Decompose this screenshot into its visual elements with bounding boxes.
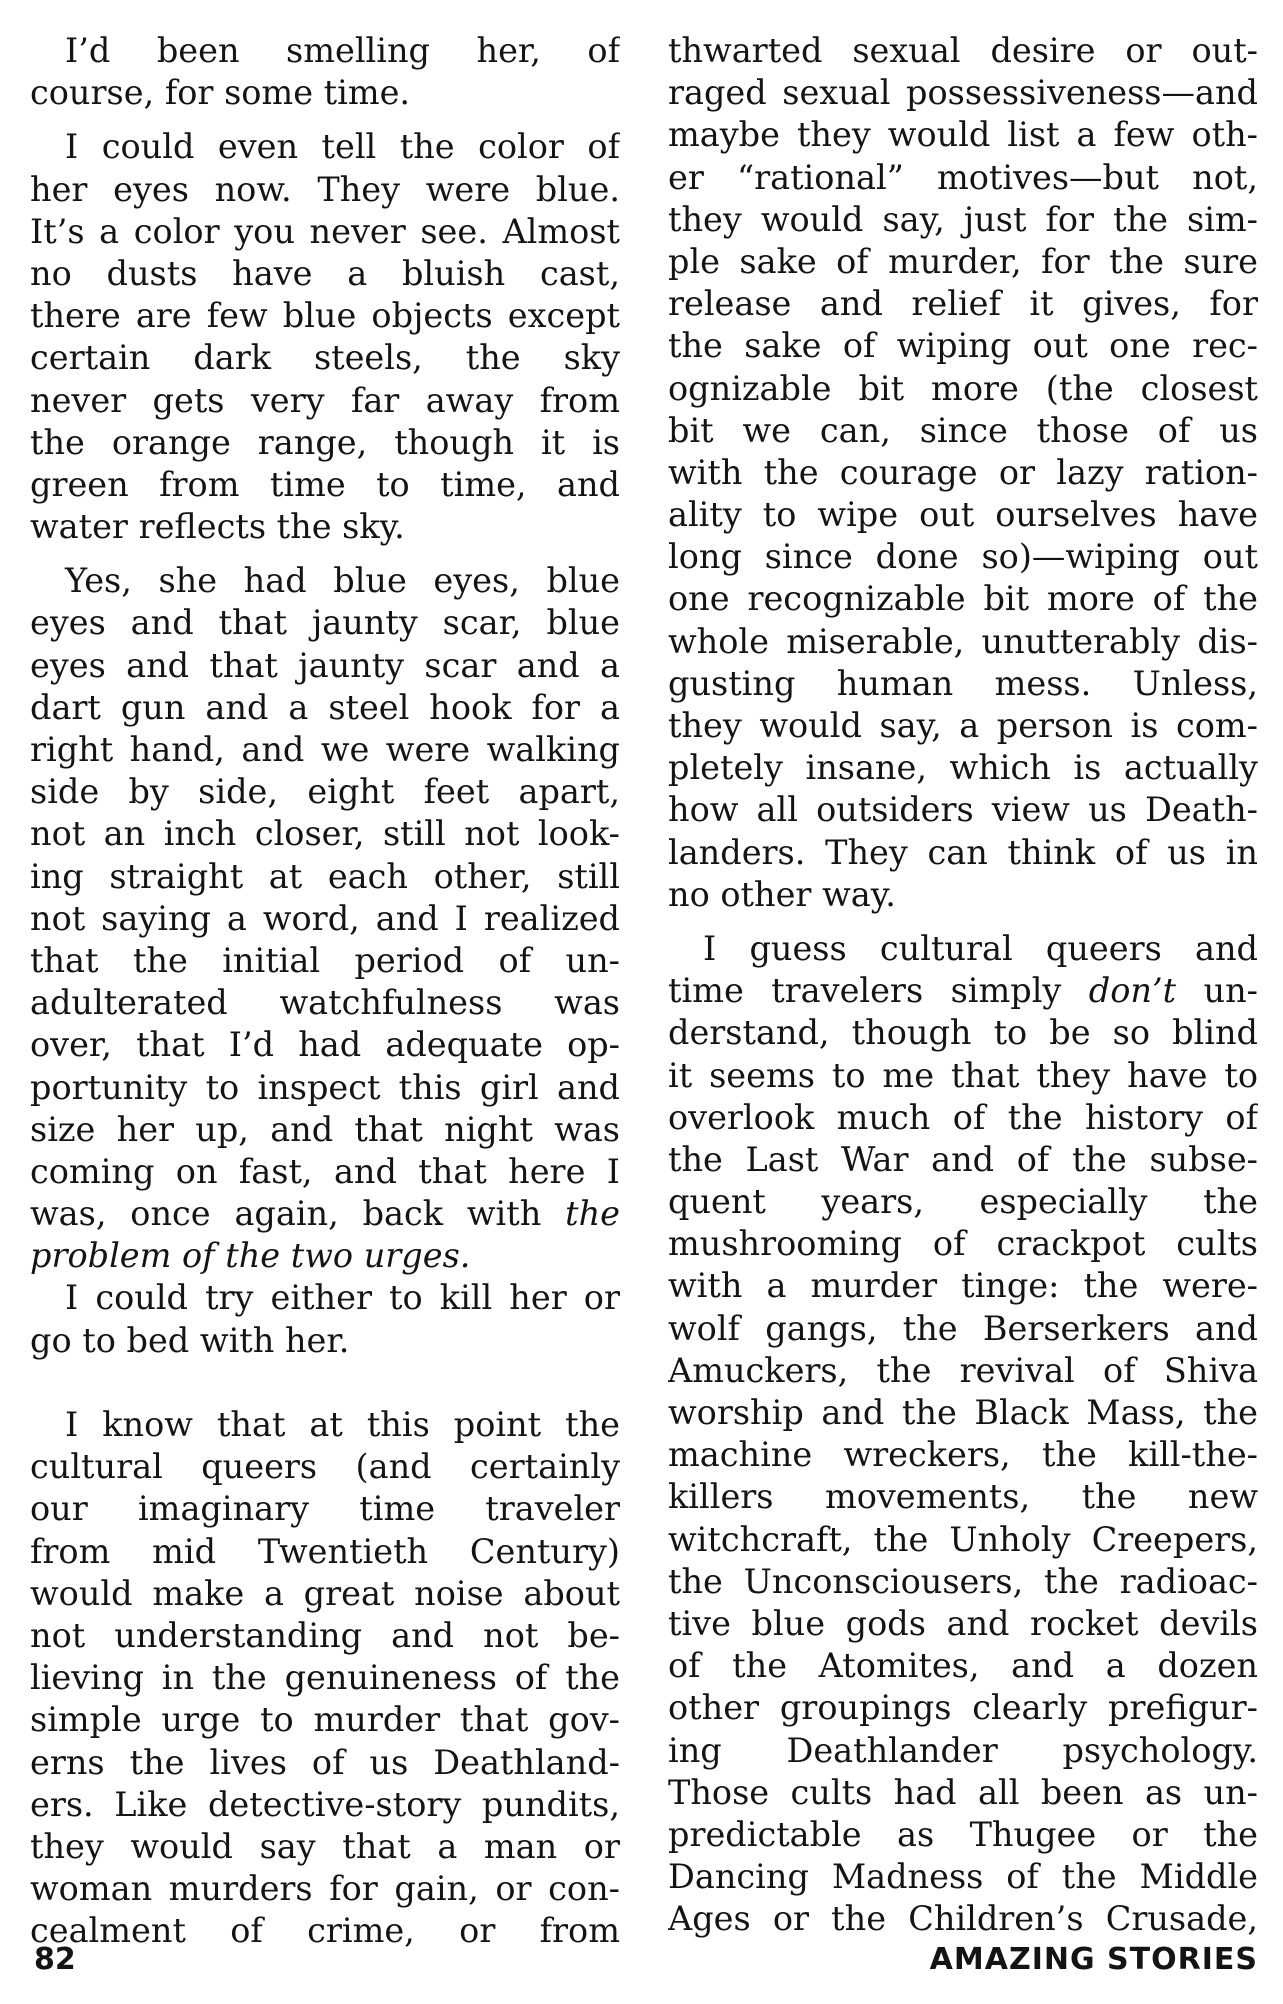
text-line <box>30 560 620 602</box>
line-text: Amuckers, the revival of Shiva <box>668 1350 1258 1390</box>
line-text: whole miserable, unutterably dis- <box>668 621 1258 661</box>
text-line <box>668 1519 1258 1561</box>
line-text: water reflects the sky. <box>30 507 405 547</box>
text-line <box>668 1265 1258 1307</box>
line-text: no other way. <box>668 874 896 914</box>
text-line <box>668 1392 1258 1434</box>
page-footer <box>30 1942 1258 1986</box>
text-line <box>668 1687 1258 1729</box>
line-text: that the initial period of un- <box>30 940 620 980</box>
line-text: they would say that a man or <box>30 1826 620 1866</box>
italic-text: don’t <box>1088 971 1177 1011</box>
text-line <box>30 813 620 855</box>
line-text: ognizable bit more (the closest <box>668 368 1258 408</box>
line-text: Ages or the Children’s Crusade, <box>668 1899 1258 1939</box>
line-text: woman murders for gain, or con- <box>30 1869 620 1909</box>
line-text: coming on fast, and that here I <box>30 1151 620 1191</box>
text-line <box>668 114 1258 156</box>
text-line <box>30 72 620 114</box>
line-text: never gets very far away from <box>30 380 620 420</box>
text-line <box>30 645 620 687</box>
text-line <box>668 1561 1258 1603</box>
line-text: of the Atomites, and a dozen <box>668 1646 1258 1686</box>
text-line <box>668 1012 1258 1054</box>
line-text: from mid Twentieth Century) <box>30 1531 620 1571</box>
line-text: not understanding and not be- <box>30 1615 620 1655</box>
text-line <box>30 1826 620 1868</box>
text-line <box>668 1730 1258 1772</box>
text-line <box>30 337 620 379</box>
line-text: her eyes now. They were blue. <box>30 169 620 209</box>
text-line <box>30 1024 620 1066</box>
line-text: worship and the Black Mass, the <box>668 1393 1258 1432</box>
paragraph-gap <box>30 548 620 560</box>
line-text: bit we can, since those of us <box>668 410 1258 450</box>
line-text: over, that I’d had adequate op- <box>30 1025 620 1065</box>
text-line <box>30 687 620 729</box>
page-number: 82 <box>34 1942 76 1977</box>
line-text: ing straight at each other, still <box>30 856 620 896</box>
text-line <box>668 970 1258 1012</box>
text-line <box>668 1856 1258 1898</box>
line-text: green from time to time, and <box>30 464 620 504</box>
text-line <box>668 928 1258 970</box>
text-line <box>668 747 1258 789</box>
text-line <box>30 1109 620 1151</box>
text-line <box>30 30 620 72</box>
line-text: predictable as Thugee or the <box>668 1814 1258 1854</box>
line-text: how all outsiders view us Death- <box>668 790 1258 830</box>
text-line <box>30 1151 620 1193</box>
text-line <box>30 422 620 464</box>
text-line <box>30 1446 620 1488</box>
paragraph-gap <box>30 114 620 126</box>
line-text: cultural queers (and certainly <box>30 1447 620 1487</box>
line-text: derstand, though to be so blind <box>668 1013 1258 1053</box>
line-text: It’s a color you never see. Almost <box>30 211 620 251</box>
text-line <box>30 1699 620 1741</box>
text-line <box>30 1573 620 1615</box>
text-line <box>30 380 620 422</box>
text-line <box>668 1645 1258 1687</box>
line-text: eyes and that jaunty scar, blue <box>30 603 620 643</box>
text-line <box>668 832 1258 874</box>
right-text-column <box>668 30 1258 1940</box>
text-line <box>668 1181 1258 1223</box>
line-text: cealment of crime, or from <box>30 1911 620 1951</box>
line-text: ality to wipe out ourselves have <box>668 495 1258 535</box>
line-text: wolf gangs, the Berserkers and <box>668 1308 1258 1348</box>
text-line <box>668 1308 1258 1350</box>
text-line <box>668 368 1258 410</box>
line-text: tive blue gods and rocket devils <box>668 1603 1258 1643</box>
text-line <box>30 898 620 940</box>
line-text: machine wreckers, the kill-the- <box>668 1435 1258 1475</box>
text-line <box>668 1814 1258 1856</box>
text-line <box>30 1868 620 1910</box>
line-text: maybe they would list a few oth- <box>668 115 1258 155</box>
line-text: the Unconsciousers, the radioac- <box>668 1561 1258 1601</box>
line-text: with a murder tinge: the were- <box>668 1266 1258 1306</box>
line-text: it seems to me that they have to <box>668 1055 1258 1095</box>
text-line <box>668 1603 1258 1645</box>
text-line <box>668 410 1258 452</box>
text-line <box>30 506 620 548</box>
text-line <box>30 169 620 211</box>
text-line <box>668 241 1258 283</box>
line-text: I could even tell the color of <box>65 127 620 167</box>
line-text: landers. They can think of us in <box>668 832 1258 872</box>
line-text: Dancing Madness of the Middle <box>668 1857 1258 1897</box>
text-line <box>30 464 620 506</box>
line-text: quent years, especially the <box>668 1182 1258 1222</box>
line-text: our imaginary time traveler <box>30 1489 620 1529</box>
text-line <box>30 1615 620 1657</box>
text-line <box>30 729 620 771</box>
text-line <box>668 1055 1258 1097</box>
text-line <box>668 283 1258 325</box>
line-text-tail: un- <box>1203 971 1258 1011</box>
line-text: the sake of wiping out one rec- <box>668 326 1258 366</box>
line-text: ple sake of murder, for the sure <box>668 241 1258 281</box>
text-line <box>668 789 1258 831</box>
line-text: I guess cultural queers and <box>703 928 1258 968</box>
line-text: course, for some time. <box>30 73 411 113</box>
line-text: gusting human mess. Unless, <box>668 663 1258 703</box>
line-text: the orange range, though it is <box>30 422 620 462</box>
text-line <box>668 536 1258 578</box>
line-text: mushrooming of crackpot cults <box>668 1224 1258 1264</box>
text-line <box>668 1097 1258 1139</box>
text-line <box>30 771 620 813</box>
text-line <box>668 1139 1258 1181</box>
text-line <box>30 1404 620 1446</box>
line-text: eyes and that jaunty scar and a <box>30 645 620 685</box>
left-text-column <box>30 30 620 1952</box>
line-text: side by side, eight feet apart, <box>30 772 620 812</box>
line-text: with the courage or lazy ration- <box>668 452 1258 492</box>
text-line <box>30 253 620 295</box>
line-text: other groupings clearly prefigur- <box>668 1688 1258 1728</box>
text-line <box>668 72 1258 114</box>
text-line <box>668 325 1258 367</box>
text-line <box>30 1531 620 1573</box>
line-text: there are few blue objects except <box>30 296 620 336</box>
line-text: no dusts have a bluish cast, <box>30 253 620 293</box>
line-text: size her up, and that night was <box>30 1109 620 1149</box>
line-text: ers. Like detective-story pundits, <box>30 1784 620 1824</box>
text-line <box>668 874 1258 916</box>
text-line <box>30 856 620 898</box>
line-text: would make a great noise about <box>30 1573 620 1613</box>
line-text: Yes, she had blue eyes, blue <box>65 561 620 601</box>
text-line <box>30 1320 620 1362</box>
line-text: thwarted sexual desire or out- <box>668 31 1258 70</box>
text-line <box>668 1350 1258 1392</box>
text-line <box>668 705 1258 747</box>
line-text: overlook much of the history of <box>668 1097 1258 1137</box>
line-text: Those cults had all been as un- <box>668 1772 1258 1812</box>
line-text: I’d been smelling her, of <box>65 31 620 70</box>
text-line <box>668 621 1258 663</box>
paragraph-gap <box>668 916 1258 928</box>
line-text: not an inch closer, still not look- <box>30 814 620 854</box>
text-line <box>668 199 1258 241</box>
line-text: adulterated watchfulness was <box>30 983 620 1023</box>
text-line <box>30 1193 620 1235</box>
text-line <box>668 1772 1258 1814</box>
italic-text: problem of the two urges. <box>30 1236 471 1276</box>
line-text: simple urge to murder that gov- <box>30 1700 620 1740</box>
text-line <box>668 1434 1258 1476</box>
text-line <box>30 295 620 337</box>
line-text: I know that at this point the <box>65 1405 620 1444</box>
line-text: long since done so)—wiping out <box>668 537 1258 577</box>
text-line <box>668 1223 1258 1265</box>
line-text: one recognizable bit more of the <box>668 579 1258 619</box>
line-text: certain dark steels, the sky <box>30 338 620 378</box>
line-text: portunity to inspect this girl and <box>30 1067 620 1107</box>
line-text: witchcraft, the Unholy Creepers, <box>668 1519 1258 1559</box>
line-text: er “rational” motives—but not, <box>668 157 1258 197</box>
line-text: dart gun and a steel hook for a <box>30 687 620 727</box>
text-line <box>668 494 1258 536</box>
text-line <box>30 1277 620 1319</box>
text-line <box>30 1742 620 1784</box>
line-text: they would say, a person is com- <box>668 706 1258 745</box>
running-title: AMAZING STORIES <box>929 1942 1258 1977</box>
line-text: ing Deathlander psychology. <box>668 1730 1258 1770</box>
line-text: I could try either to kill her or <box>65 1278 620 1318</box>
text-line <box>30 1657 620 1699</box>
text-line <box>668 157 1258 199</box>
line-text: they would say, just for the sim- <box>668 199 1258 239</box>
line-text: right hand, and we were walking <box>30 730 620 769</box>
line-text: erns the lives of us Deathland- <box>30 1742 620 1782</box>
text-line <box>30 1235 620 1277</box>
text-line <box>30 1784 620 1826</box>
line-text: the Last War and of the subse- <box>668 1139 1258 1179</box>
line-text: raged sexual possessiveness—and <box>668 73 1258 113</box>
text-line <box>30 1488 620 1530</box>
text-line <box>668 452 1258 494</box>
text-line <box>668 1476 1258 1518</box>
text-line <box>668 1898 1258 1940</box>
text-line <box>30 602 620 644</box>
text-line <box>30 126 620 168</box>
line-text: go to bed with her. <box>30 1320 350 1360</box>
line-text: not saying a word, and I realized <box>30 898 620 938</box>
italic-text: the <box>565 1194 620 1234</box>
text-line <box>668 663 1258 705</box>
text-line <box>30 982 620 1024</box>
line-text: time travelers simply <box>668 971 1062 1011</box>
text-line <box>668 30 1258 72</box>
line-text: release and relief it gives, for <box>668 284 1258 324</box>
text-line <box>668 578 1258 620</box>
line-text: was, once again, back with <box>30 1194 542 1234</box>
text-line <box>30 1067 620 1109</box>
section-break <box>30 1362 620 1404</box>
line-text: lieving in the genuineness of the <box>30 1658 620 1698</box>
text-line <box>30 940 620 982</box>
line-text: killers movements, the new <box>668 1477 1258 1517</box>
text-line <box>30 211 620 253</box>
line-text: pletely insane, which is actually <box>668 748 1258 788</box>
